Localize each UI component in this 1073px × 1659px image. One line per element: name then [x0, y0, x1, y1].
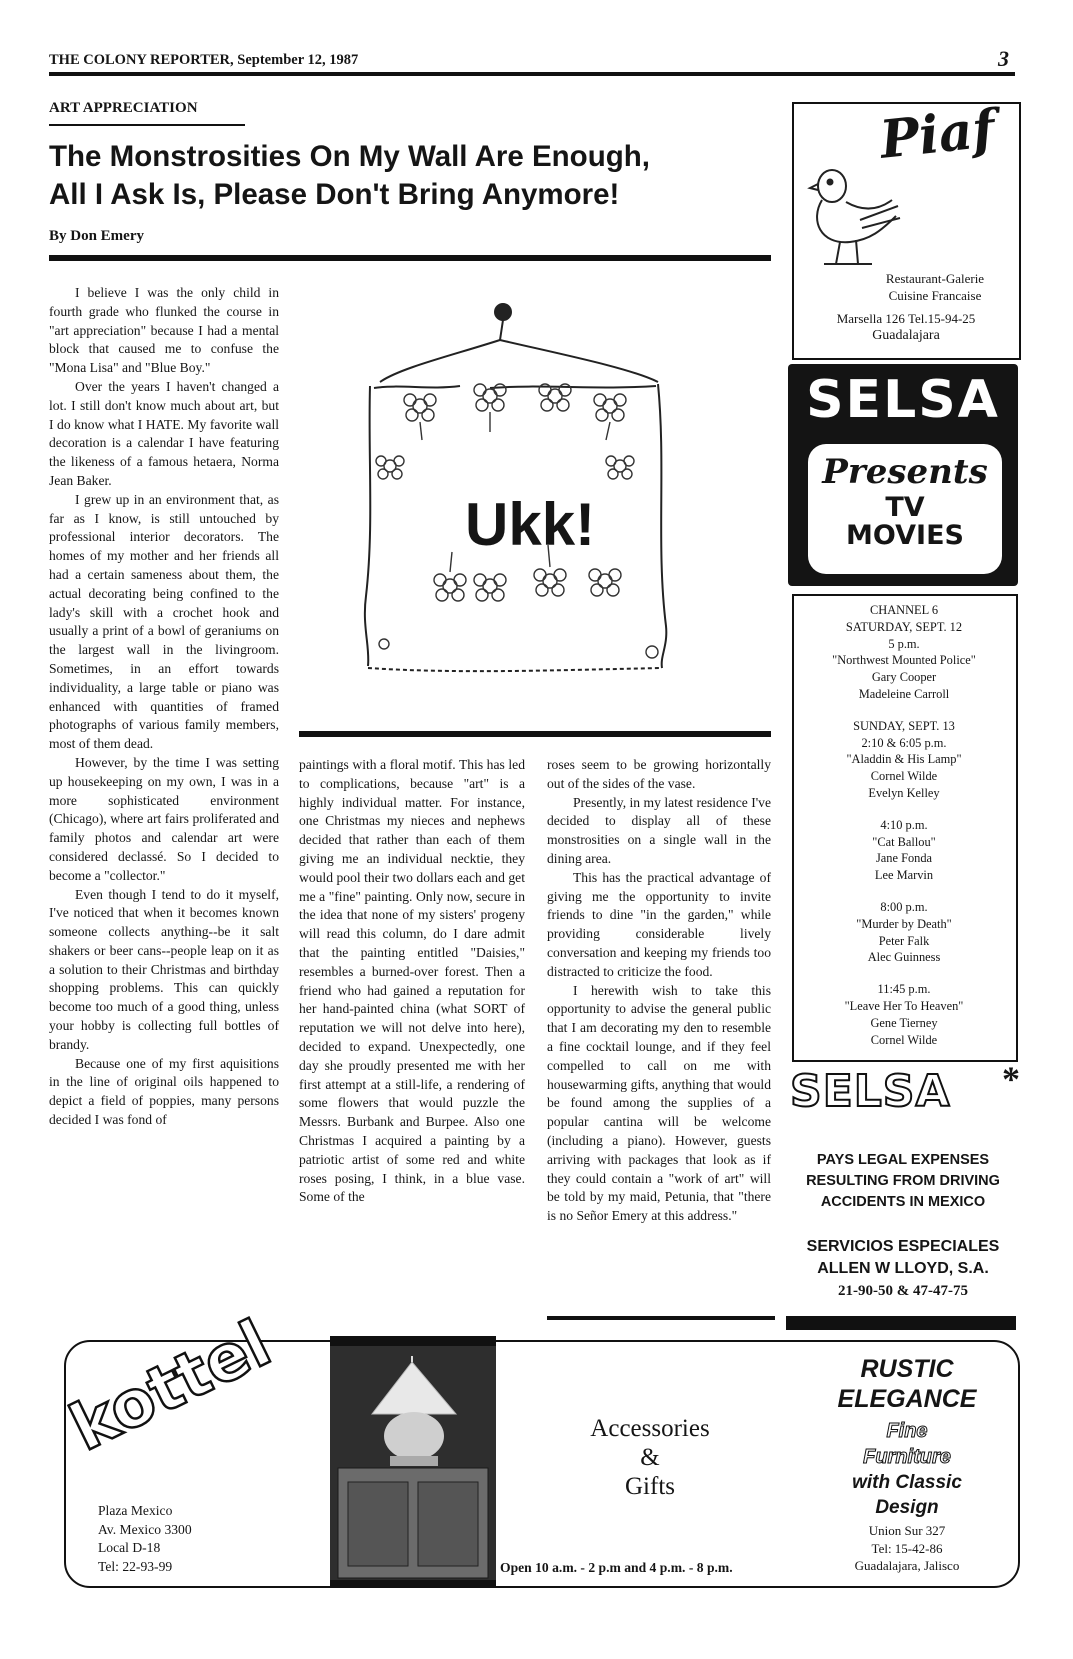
schedule-title: "Northwest Mounted Police" — [832, 653, 976, 668]
piaf-line-3: Marsella 126 Tel.15-94-25 — [836, 311, 976, 326]
schedule-title: "Leave Her To Heaven" — [844, 998, 964, 1013]
classic-line: Design — [875, 1497, 939, 1518]
nail-icon — [495, 304, 511, 320]
schedule-entry — [794, 718, 1014, 802]
schedule-cast: Evelyn Kelley — [868, 785, 940, 800]
schedule-cast: Lee Marvin — [874, 868, 934, 883]
paragraph: Presently, in my latest residence I've decided to display all of these monstrosities on a single wall in the dining area. — [547, 794, 771, 866]
schedule-cast: Jane Fonda — [875, 851, 933, 866]
tv-movies-title — [808, 494, 1002, 550]
schedule-cast: Gary Cooper — [871, 670, 937, 685]
schedule-time: 4:10 p.m. — [880, 817, 928, 832]
schedule-entry — [794, 981, 1014, 1048]
pays-line: PAYS LEGAL EXPENSES — [816, 1152, 990, 1168]
rustic-elegance-title — [812, 1354, 1002, 1414]
schedule-time: 5 p.m. — [888, 636, 920, 651]
paragraph: I believe I was the only child in fourth grade who flunked the course in "art appreciation" because I had a mental block that caused me to confuse the "Mona Lisa" and "Blue Boy." — [49, 285, 279, 376]
address-line: Union Sur 327 — [868, 1523, 946, 1538]
piaf-contact — [796, 310, 1016, 344]
article-headline — [49, 138, 650, 214]
page-number: 3 — [998, 46, 1009, 71]
article-column-2 — [299, 756, 525, 1207]
schedule-time: 8:00 p.m. — [880, 899, 928, 914]
paragraph: Because one of my first aquisitions in the line of original oils happened to depict a field of poppies, many persons decided I was fond of — [49, 1055, 279, 1128]
acc-line: & — [640, 1444, 660, 1471]
rustic-line: ELEGANCE — [837, 1385, 977, 1413]
lamp-dresser-photo — [330, 1336, 496, 1588]
fine-furniture-outline — [812, 1418, 1002, 1470]
right-column-end-rule — [786, 1316, 1016, 1330]
schedule-cast: Gene Tierney — [870, 1015, 938, 1030]
schedule-day: SATURDAY, SEPT. 12 — [845, 619, 963, 634]
schedule-day: SUNDAY, SEPT. 13 — [853, 718, 955, 733]
asterisk-mark: * — [1002, 1059, 1020, 1099]
selsa-logo: SELSA — [806, 370, 1000, 430]
paragraph: I grew up in an environment that, as far as I know, is still untouched by professional interior decorators. The homes of my mother and her friends all had a certain sameness about them, the actual decorating being confined to the lady's skill with a crochet hook and usually a print of a bowl of geraniums on the largest wall in the livingroom. Sometimes, in an effort towards individuality, a large table or piano was enhanced with quantities of framed photographs of various family members, most of them dead. — [49, 491, 279, 752]
byline: By Don Emery — [49, 228, 144, 244]
schedule-time: 2:10 & 6:05 p.m. — [861, 735, 947, 750]
section-kicker: ART APPRECIATION — [49, 100, 198, 116]
schedule-title: "Aladdin & His Lamp" — [846, 752, 962, 767]
selsa-outline-logo: SELSA — [790, 1066, 951, 1117]
presents-text: Presents — [822, 452, 988, 492]
fine-line: Furniture — [863, 1446, 951, 1468]
schedule-title: "Cat Ballou" — [872, 834, 936, 849]
address-line: Plaza Mexico — [98, 1503, 173, 1518]
article-end-rule — [547, 1316, 775, 1320]
tv-label: TV — [885, 492, 925, 523]
schedule-cast: Cornel Wilde — [870, 769, 938, 784]
schedule-title: "Murder by Death" — [856, 916, 952, 931]
address-line: Local D-18 — [98, 1540, 161, 1556]
paragraph: paintings with a floral motif. This has led to complications, because "art" is a highly individual matter. For instance, one Christmas my nieces and nephews decided that rather than each of them giving me an individual necktie, they would pool their two dollars each and get me a "fine" painting. Only now, secure in the idea that none of my sisters' progeny will read this column, do I dare admit that the painting entitled "Daisies," resembles a burned-over forest. Then a friend who had gained a reputation for her hand-painted china (what SORT of reputation we will not delve into here), decided to expand. Unexpectedly, one day she proudly presented me with her first attempt at a still-life, a rendering of some flowers that would puzzle the Messrs. Burbank and Burpee. Also one Christmas I acquired a painting by a patriotic artist of some red and white roses posing, I think, in a blue vase. Some of the — [299, 757, 525, 1205]
piaf-line-1: Restaurant-Galerie — [885, 271, 985, 286]
acc-line: Gifts — [625, 1473, 675, 1500]
schedule-entry — [794, 899, 1014, 966]
fine-line: Fine — [886, 1420, 928, 1442]
classic-line: with Classic — [852, 1472, 962, 1493]
paragraph: However, by the time I was setting up housekeeping on my own, I was in a more sophisticated environment (Chicago), where art fairs proliferated and family photos and calendar art were considered declassé. So I decided to become a "collector." — [49, 754, 279, 883]
kicker-rule — [49, 124, 245, 126]
address-line: Tel: 15-42-86 — [871, 1540, 943, 1556]
serv-line: ALLEN W LLOYD, S.A. — [817, 1260, 989, 1277]
article-column-1 — [49, 284, 279, 1130]
schedule-cast: Alec Guinness — [867, 950, 941, 965]
schedule-cast: Madeleine Carroll — [858, 686, 950, 701]
kottel-logo: kottel — [59, 1306, 282, 1466]
store-hours: Open 10 a.m. - 2 p.m and 4 p.m. - 8 p.m. — [500, 1560, 733, 1575]
bird-icon — [800, 160, 910, 270]
serv-line: SERVICIOS ESPECIALES — [806, 1238, 1000, 1255]
paragraph: roses seem to be growing horizontally out of the sides of the vase. — [547, 757, 771, 791]
headline-line-1: The Monstrosities On My Wall Are Enough, — [49, 140, 650, 173]
tv-schedule — [794, 602, 1014, 1048]
illustration-rule — [299, 731, 771, 737]
paragraph: Even though I tend to do it myself, I've noticed that when it becomes known someone collects anything--be it salt shakers or beer cans--people leap on it as a solution to their Christmas and birthday shopping problems. This can quickly become too much of a good thing, unless your hobby is collecting full bottles of brandy. — [49, 886, 279, 1052]
schedule-entry — [794, 619, 1014, 703]
selsa-ad-copy — [790, 1150, 1016, 1213]
headline-line-2: All I Ask Is, Please Don't Bring Anymore! — [49, 178, 620, 211]
article-column-3 — [547, 756, 771, 1226]
rustic-line: RUSTIC — [860, 1355, 954, 1383]
paragraph: I herewith wish to take this opportunity to advise the general public that I am decorating my den to resemble a fine cocktail lounge, and if they feel compelled to call on me with housewarming gifts, anything that would be found among the supplies of a popular cantina will be welcome (including a piano). However, guests arriving with packages that look as if they could contain a "work of art" will be told by my maid, Petunia, that "there is no Señor Emery at this address." — [547, 982, 771, 1224]
address-line: Guadalajara, Jalisco — [854, 1558, 960, 1573]
schedule-time: 11:45 p.m. — [877, 982, 931, 997]
schedule-cast: Cornel Wilde — [870, 1032, 938, 1047]
acc-line: Accessories — [590, 1415, 710, 1442]
paragraph: This has the practical advantage of giving me the opportunity to invite friends to dine "in the garden," while providing considerable lively conversation and keeping my friends too distracted to criticize the food. — [547, 869, 771, 979]
piaf-line-4: Guadalajara — [872, 328, 940, 343]
piaf-logo: Piaf — [877, 98, 998, 171]
classic-design — [812, 1470, 1002, 1520]
address-line: Tel: 22-93-99 — [98, 1558, 173, 1574]
piaf-line-2: Cuisine Francaise — [888, 288, 982, 303]
masthead-rule — [49, 72, 1015, 76]
furniture-address — [812, 1522, 1002, 1575]
piaf-tagline — [860, 270, 1010, 304]
pays-line: ACCIDENTS IN MEXICO — [820, 1194, 986, 1210]
headline-rule — [49, 255, 771, 261]
schedule-entry — [794, 817, 1014, 884]
address-line: Av. Mexico 3300 — [98, 1521, 192, 1537]
serv-line: 21-90-50 & 47-47-75 — [838, 1283, 968, 1299]
kottel-address — [98, 1502, 192, 1576]
movies-label: MOVIES — [846, 520, 964, 551]
channel-label: CHANNEL 6 — [869, 603, 939, 617]
accessories-gifts — [560, 1414, 740, 1501]
pays-line: RESULTING FROM DRIVING — [806, 1173, 1000, 1189]
paragraph: Over the years I haven't changed a lot. I still don't know much about art, but I do know what I HATE. My favorite wall decoration is a calendar I have featuring the likeness of a famous hetaera, Norma Jean Baker. — [49, 378, 279, 488]
schedule-cast: Peter Falk — [878, 933, 930, 948]
masthead: THE COLONY REPORTER, September 12, 1987 — [49, 52, 359, 68]
illustration-caption: Ukk! — [465, 491, 596, 558]
selsa-ad-contact — [790, 1236, 1016, 1302]
